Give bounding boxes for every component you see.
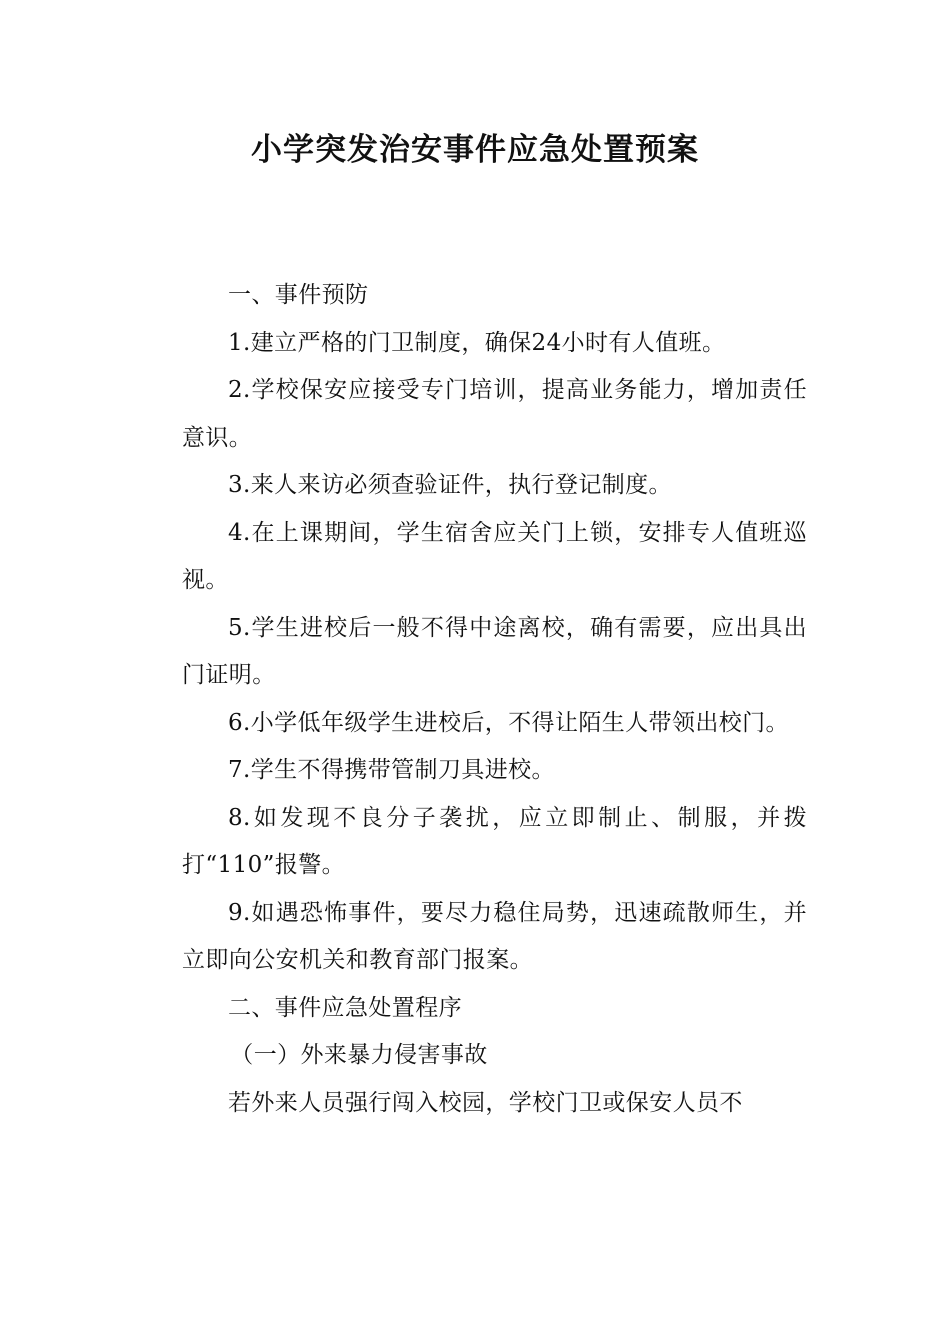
subsection-heading: （一）外来暴力侵害事故 — [230, 1042, 488, 1068]
section-heading: 一、事件预防 — [228, 282, 369, 308]
paragraph: 7.学生不得携带管制刀具进校。 — [228, 757, 555, 783]
section-heading: 二、事件应急处置程序 — [228, 994, 462, 1021]
paragraph: 若外来人员强行闯入校园，学校门卫或保安人员不 — [228, 1089, 743, 1116]
paragraph: 4.在上课期间，学生宿舍应关门上锁，安排专人值班巡视。 — [182, 519, 807, 593]
paragraph: 1.建立严格的门卫制度，确保24小时有人值班。 — [228, 329, 726, 356]
paragraph: 2.学校保安应接受专门培训，提高业务能力，增加责任意识。 — [182, 377, 807, 451]
paragraph: 6.小学低年级学生进校后，不得让陌生人带领出校门。 — [228, 709, 789, 736]
document-title: 小学突发治安事件应急处置预案 — [251, 132, 699, 168]
document-body — [182, 272, 807, 1127]
paragraph: 5.学生进校后一般不得中途离校，确有需要，应出具出门证明。 — [182, 614, 807, 688]
paragraph: 9.如遇恐怖事件，要尽力稳住局势，迅速疏散师生，并立即向公安机关和教育部门报案。 — [182, 899, 807, 973]
paragraph: 8.如发现不良分子袭扰，应立即制止、制服，并拨打“110”报警。 — [182, 804, 807, 878]
paragraph: 3.来人来访必须查验证件，执行登记制度。 — [228, 472, 672, 498]
